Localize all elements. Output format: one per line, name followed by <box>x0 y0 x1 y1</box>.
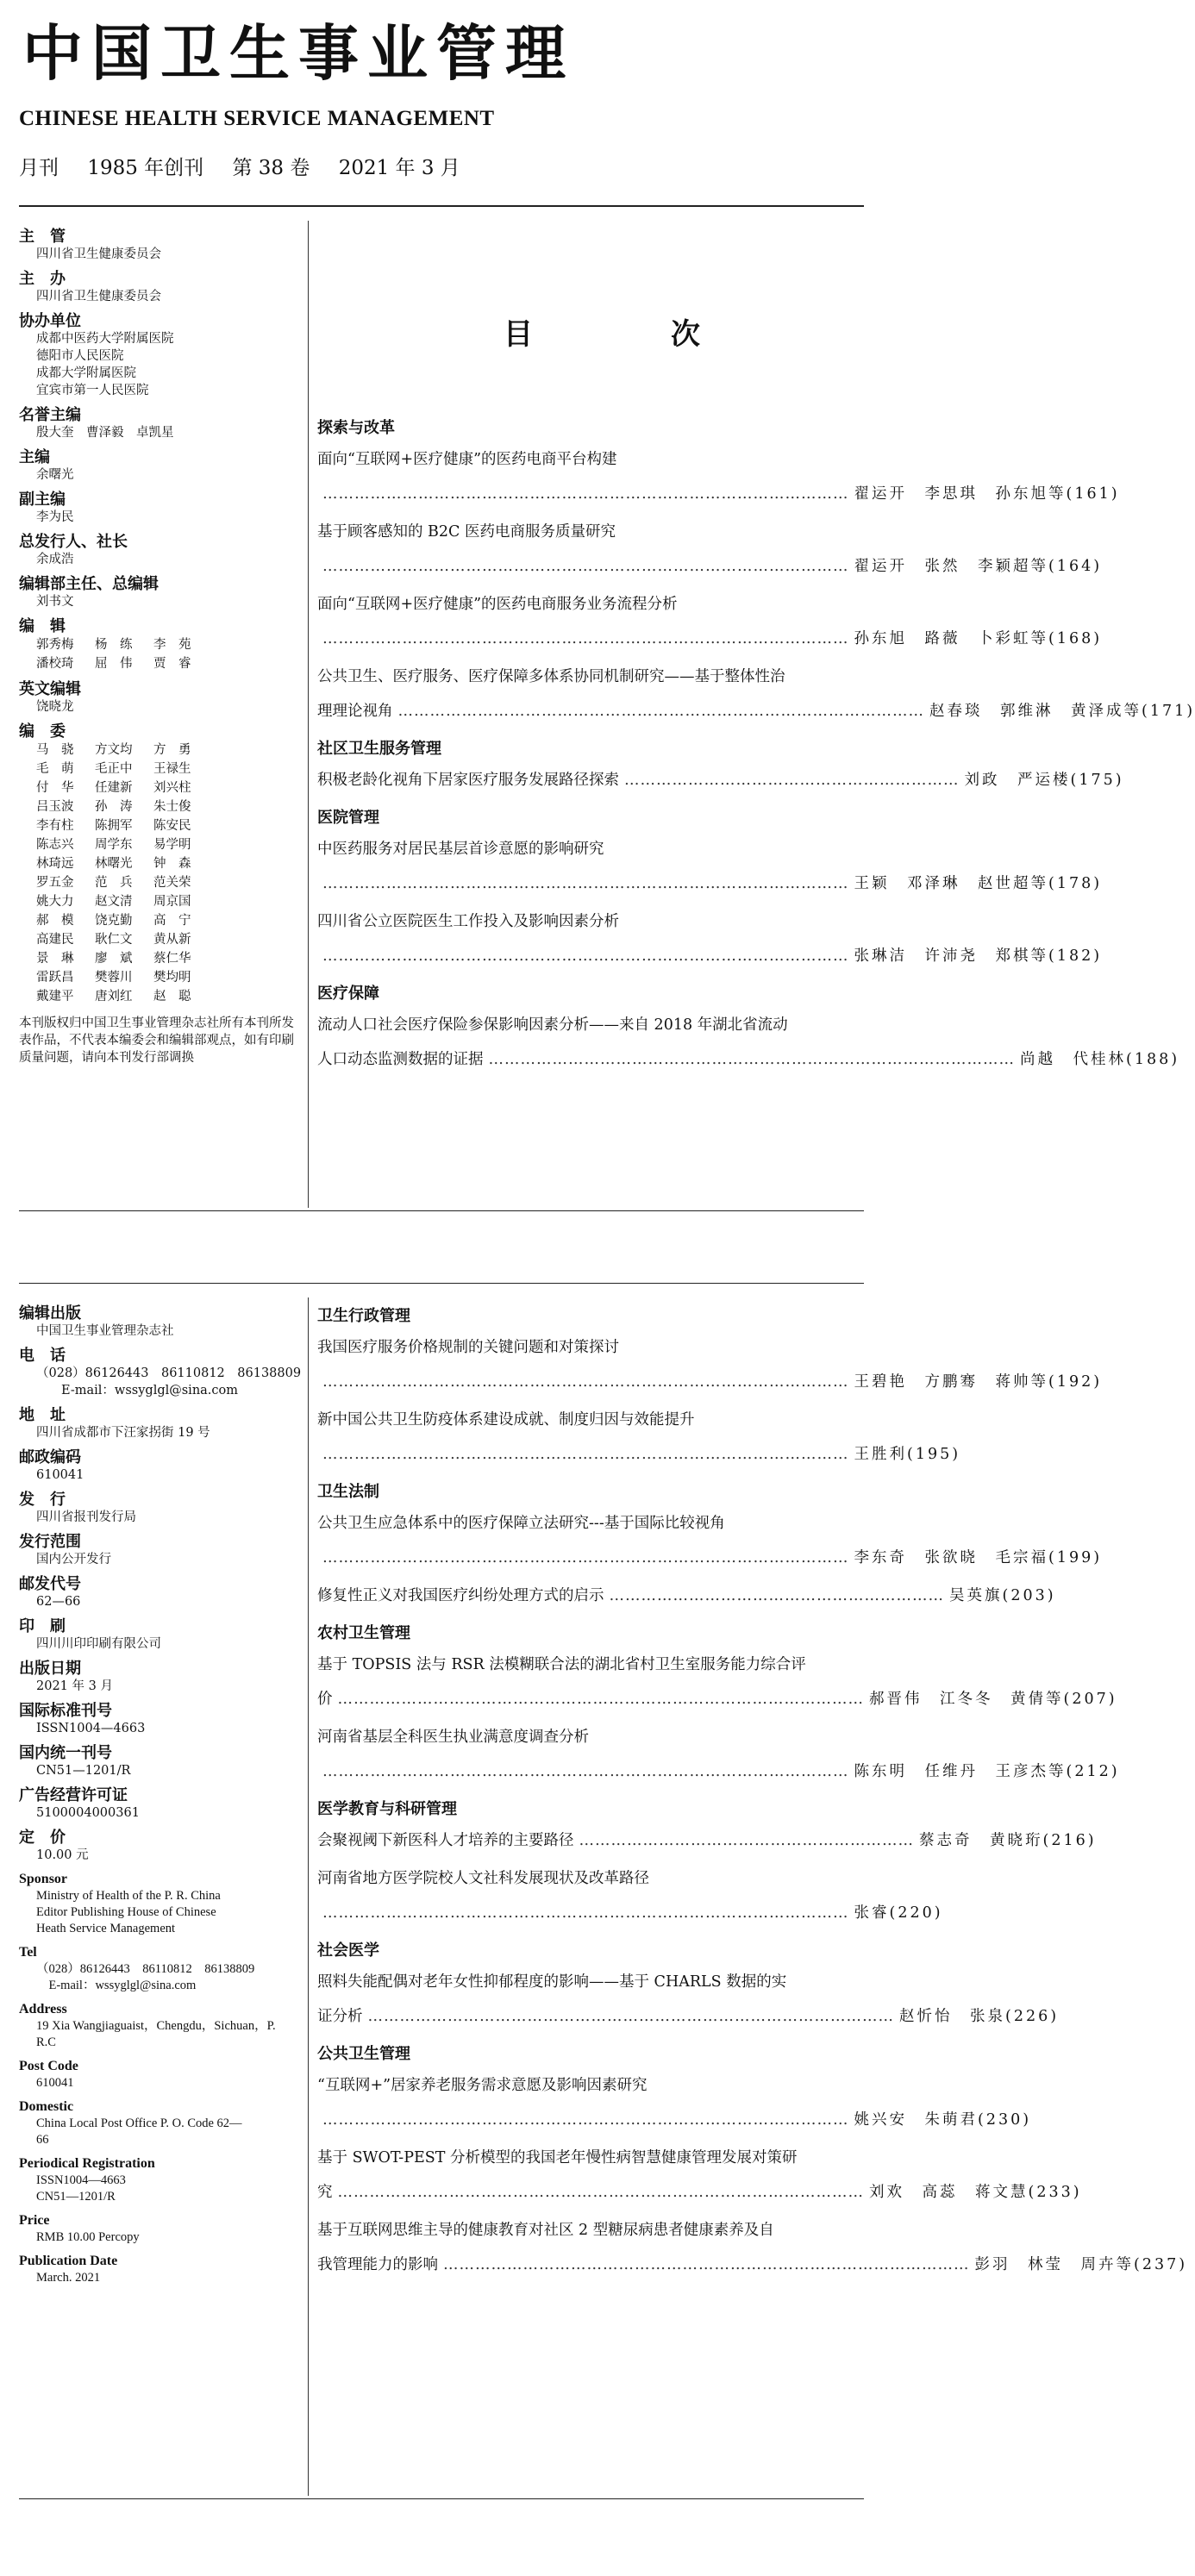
article-title: 面向“互联网+医疗健康”的医药电商服务业务流程分析 <box>317 596 678 613</box>
label-editors: 编 辑 <box>19 617 66 635</box>
article-authors: 彭羽 林莹 周卉等(237) <box>974 2256 1188 2273</box>
committee-member: 易学明 <box>153 838 191 852</box>
article-title: 照料失能配偶对老年女性抑郁程度的影响——基于 CHARLS 数据的实 <box>317 1973 787 1991</box>
pub-label-en: Periodical Registration <box>19 2156 155 2171</box>
toc-section-heading: 卫生行政管理 <box>317 1307 410 1325</box>
issue-founded: 1985 年创刊 <box>87 157 204 179</box>
pub-label-en: Tel <box>19 1945 37 1960</box>
toc-section-heading: 医疗保障 <box>317 985 379 1003</box>
article-title: 公共卫生应急体系中的医疗保障立法研究---基于国际比较视角 <box>317 1515 725 1532</box>
toc-article[interactable] <box>317 1512 1103 1569</box>
article-authors: 陈东明 任维丹 王彦杰等(212) <box>854 1763 1120 1780</box>
article-title: 基于 TOPSIS 法与 RSR 法模糊联合法的湖北省村卫生室服务能力综合评 <box>317 1656 806 1673</box>
article-authors: 姚兴安 朱萌君(230) <box>854 2111 1032 2129</box>
article-authors: 郝晋伟 江冬冬 黄倩等(207) <box>869 1691 1117 1708</box>
issue-line <box>19 152 483 180</box>
pub-label-en: Domestic <box>19 2099 74 2114</box>
pub-value: CN51—1201/R <box>36 1764 131 1778</box>
column-separator-top <box>308 221 309 1208</box>
committee-member: 姚大力 <box>36 895 74 909</box>
article-title: “互联网+”居家养老服务需求意愿及影响因素研究 <box>317 2077 648 2094</box>
article-authors: 张琳洁 许沛尧 郑棋等(182) <box>854 947 1103 965</box>
toc-article[interactable] <box>317 448 1120 505</box>
toc-article[interactable] <box>317 521 1103 578</box>
committee-member: 樊蓉川 <box>95 971 133 985</box>
committee-member: 樊均明 <box>153 971 191 985</box>
article-authors: 翟运开 张然 李颖超等(164) <box>854 558 1103 575</box>
issue-frequency: 月刊 <box>19 157 59 179</box>
pub-value: 610041 <box>36 1468 84 1482</box>
committee-member: 郝 模 <box>36 914 74 928</box>
toc-article[interactable] <box>317 2074 1032 2131</box>
article-authors: 刘欢 高蕊 蒋文慧(233) <box>869 2184 1082 2201</box>
editor-name: 贾 睿 <box>153 657 191 671</box>
pub-value: 2021 年 3 月 <box>36 1679 113 1693</box>
pub-label-en: Price <box>19 2213 50 2228</box>
pub-label-en: Address <box>19 2002 67 2016</box>
pub-label: 地 址 <box>19 1406 66 1424</box>
article-authors: 刘政 严运楼(175) <box>964 772 1124 789</box>
leader-dots: ……………………………………………………………………………………… <box>322 875 849 892</box>
toc-bottom <box>317 1293 1188 2292</box>
editorial-board <box>19 221 302 1202</box>
co-organizer: 宜宾市第一人民医院 <box>36 384 149 397</box>
leader-dots: ……………………………………………………………………………………… <box>367 2008 894 2025</box>
article-authors: 翟运开 李思琪 孙东旭等(161) <box>854 485 1120 503</box>
committee-row <box>19 741 302 760</box>
editor-name: 李 苑 <box>153 638 191 652</box>
toc-section-heading: 医学教育与科研管理 <box>317 1800 457 1818</box>
article-authors: 李东奇 张欲晓 毛宗福(199) <box>854 1549 1103 1566</box>
leader-dots: ……………………………………………………… <box>624 772 960 789</box>
article-title: 流动人口社会医疗保险参保影响因素分析——来自 2018 年湖北省流动 <box>317 1016 788 1034</box>
toc-article[interactable] <box>317 1867 943 1924</box>
pub-label-en: Publication Date <box>19 2254 118 2268</box>
pub-value-en: 610041 <box>36 2076 74 2090</box>
article-title: 河南省地方医学院校人文社科发展现状及改革路径 <box>317 1870 649 1887</box>
committee-row <box>19 835 302 854</box>
pub-value: 四川省报刊发行局 <box>36 1510 136 1524</box>
committee-row <box>19 968 302 987</box>
toc-section-heading: 卫生法制 <box>317 1483 379 1501</box>
pub-label: 国内统一刊号 <box>19 1744 112 1762</box>
value-english-editor: 饶晓龙 <box>36 700 74 714</box>
committee-member: 周学东 <box>95 838 133 852</box>
committee-member: 范关荣 <box>153 876 191 890</box>
pub-label: 发行范围 <box>19 1533 81 1551</box>
article-title: 四川省公立医院医生工作投入及影响因素分析 <box>317 913 619 930</box>
article-title: 我国医疗服务价格规制的关键问题和对策探讨 <box>317 1339 619 1356</box>
committee-member: 陈志兴 <box>36 838 74 852</box>
committee-row <box>19 873 302 892</box>
leader-dots: ……………………………………………………………………………………… <box>397 703 924 720</box>
committee-member: 方文均 <box>95 743 133 757</box>
toc-article[interactable] <box>317 1409 961 1466</box>
article-title-cont: 证分析 <box>317 2008 363 2025</box>
committee-member: 戴建平 <box>36 990 74 1004</box>
value-honorary-editor: 殷大奎 曹泽毅 卓凯星 <box>36 426 174 440</box>
label-editorial-committee: 编 委 <box>19 722 66 741</box>
committee-member: 林琦远 <box>36 857 74 871</box>
pub-value-en: China Local Post Office P. O. Code 62— 66 <box>36 2116 242 2147</box>
toc-article[interactable] <box>317 1829 1097 1852</box>
pub-label: 电 话 <box>19 1347 66 1365</box>
committee-member: 周京国 <box>153 895 191 909</box>
committee-member: 黄从新 <box>153 933 191 947</box>
committee-member: 唐刘红 <box>95 990 133 1004</box>
leader-dots: ……………………………………………………………………………………… <box>322 1549 849 1566</box>
committee-member: 高 宁 <box>153 914 191 928</box>
issue-date: 2021 年 3 月 <box>338 157 460 179</box>
toc-section-heading: 医院管理 <box>317 809 379 827</box>
article-authors: 赵忻怡 张泉(226) <box>899 2008 1060 2025</box>
pub-value-en: ISSN1004—4663 CN51—1201/R <box>36 2173 126 2204</box>
journal-title-en: CHINESE HEALTH SERVICE MANAGEMENT <box>19 107 495 130</box>
article-authors: 吴英旗(203) <box>949 1587 1056 1604</box>
leader-dots: ……………………………………………………… <box>609 1587 944 1604</box>
committee-member: 钟 森 <box>153 857 191 871</box>
article-authors: 尚越 代桂林(188) <box>1020 1051 1180 1068</box>
committee-member: 付 华 <box>36 781 74 795</box>
toc-article[interactable] <box>317 1014 1180 1071</box>
article-authors: 张睿(220) <box>854 1904 943 1922</box>
pub-label: 广告经营许可证 <box>19 1786 128 1804</box>
committee-member: 蔡仁华 <box>153 952 191 966</box>
article-title: 中医药服务对居民基层首诊意愿的影响研究 <box>317 841 604 858</box>
co-organizer: 成都大学附属医院 <box>36 366 136 380</box>
toc-section-heading: 社会医学 <box>317 1941 379 1960</box>
article-authors: 王颖 邓泽琳 赵世超等(178) <box>854 875 1103 892</box>
label-editorial-director: 编辑部主任、总编辑 <box>19 575 159 593</box>
leader-dots: ……………………………………………………………………………………… <box>322 1373 849 1391</box>
publishing-info <box>19 1297 302 2487</box>
committee-row <box>19 911 302 930</box>
toc-article[interactable] <box>317 2219 1188 2276</box>
article-title: 新中国公共卫生防疫体系建设成就、制度归因与效能提升 <box>317 1411 695 1429</box>
committee-member: 高建民 <box>36 933 74 947</box>
pub-value-en: 19 Xia Wangjiaguaist，Chengdu，Sichuan，P. R.C <box>36 2019 276 2049</box>
pub-value-en: RMB 10.00 Percopy <box>36 2230 140 2244</box>
committee-member: 景 琳 <box>36 952 74 966</box>
article-title-cont: 我管理能力的影响 <box>317 2256 438 2273</box>
committee-row <box>19 816 302 835</box>
toc-article[interactable] <box>317 1971 1060 2028</box>
committee-member: 雷跃昌 <box>36 971 74 985</box>
value-editorial-director: 刘书文 <box>36 595 74 609</box>
committee-row <box>19 760 302 778</box>
pub-label: 国际标准刊号 <box>19 1702 112 1720</box>
committee-member: 耿仁文 <box>95 933 133 947</box>
leader-dots: ……………………………………………………………………………………… <box>322 947 849 965</box>
article-title: 基于 SWOT-PEST 分析模型的我国老年慢性病智慧健康管理发展对策研 <box>317 2149 798 2166</box>
committee-member: 朱士俊 <box>153 800 191 814</box>
editor-name: 杨 练 <box>95 638 133 652</box>
committee-member: 孙 涛 <box>95 800 133 814</box>
editors-row <box>19 635 302 654</box>
label-publisher: 总发行人、社长 <box>19 533 128 551</box>
article-title: 公共卫生、医疗服务、医疗保障多体系协同机制研究——基于整体性治 <box>317 668 785 685</box>
co-organizer: 德阳市人民医院 <box>36 349 124 363</box>
pub-label: 发 行 <box>19 1491 66 1509</box>
committee-member: 赵文清 <box>95 895 133 909</box>
toc-section-heading: 探索与改革 <box>317 419 395 437</box>
pub-label: 邮政编码 <box>19 1448 81 1466</box>
committee-row <box>19 892 302 911</box>
committee-member: 吕玉波 <box>36 800 74 814</box>
leader-dots: ……………………………………………………………………………………… <box>322 630 849 647</box>
middle-rule-2 <box>19 1283 864 1284</box>
editor-name: 屈 伟 <box>95 657 133 671</box>
article-title: 河南省基层全科医生执业满意度调查分析 <box>317 1729 589 1746</box>
pub-value-en: March. 2021 <box>36 2271 101 2285</box>
committee-member: 饶克勤 <box>95 914 133 928</box>
committee-member: 陈拥军 <box>95 819 133 833</box>
article-authors: 蔡志奇 黄晓珩(216) <box>919 1832 1097 1849</box>
issue-volume: 第 38 卷 <box>232 157 310 179</box>
article-title-cont: 究 <box>317 2184 333 2201</box>
label-sponsor: 主 办 <box>19 270 66 288</box>
committee-member: 马 骁 <box>36 743 74 757</box>
label-deputy-editor: 副主编 <box>19 491 66 509</box>
value-publisher: 余成浩 <box>36 553 74 566</box>
leader-dots: ……………………………………………………………………………………… <box>337 1691 864 1708</box>
leader-dots: ……………………………………………………………………………………… <box>337 2184 864 2201</box>
pub-label: 定 价 <box>19 1829 66 1847</box>
committee-row <box>19 778 302 797</box>
label-english-editor: 英文编辑 <box>19 680 81 698</box>
article-title: 积极老龄化视角下居家医疗服务发展路径探索 <box>317 772 619 789</box>
article-authors: 王碧艳 方鹏骞 蒋帅等(192) <box>854 1373 1103 1391</box>
toc-article[interactable] <box>317 1654 1117 1710</box>
editor-name: 郭秀梅 <box>36 638 74 652</box>
pub-label: 编辑出版 <box>19 1304 81 1322</box>
committee-member: 林曙光 <box>95 857 133 871</box>
toc-article[interactable] <box>317 2147 1082 2204</box>
leader-dots: ……………………………………………………………………………………… <box>322 1904 849 1922</box>
pub-label-en: Sponsor <box>19 1872 68 1886</box>
pub-value: 四川川印印刷有限公司 <box>36 1637 161 1651</box>
leader-dots: ……………………………………………………………………………………… <box>488 1051 1015 1068</box>
pub-value: 中国卫生事业管理杂志社 <box>36 1324 174 1338</box>
committee-member: 范 兵 <box>95 876 133 890</box>
article-title-cont: 价 <box>317 1691 333 1708</box>
committee-row <box>19 854 302 873</box>
committee-member: 任建新 <box>95 781 133 795</box>
pub-label: 印 刷 <box>19 1617 66 1635</box>
editors-row <box>19 654 302 673</box>
article-title-cont: 理理论视角 <box>317 703 393 720</box>
toc-article[interactable] <box>317 1336 1103 1393</box>
pub-value: 国内公开发行 <box>36 1553 111 1566</box>
article-title: 面向“互联网+医疗健康”的医药电商平台构建 <box>317 451 617 468</box>
committee-member: 方 勇 <box>153 743 191 757</box>
label-supervisor: 主 管 <box>19 228 66 246</box>
pub-label: 出版日期 <box>19 1660 81 1678</box>
article-authors: 王胜利(195) <box>854 1446 961 1463</box>
pub-value: ISSN1004—4663 <box>36 1722 146 1735</box>
pub-value: （028）86126443 86110812 86138809 E-mail：wssyglgl@sina.com <box>36 1366 302 1397</box>
co-organizer: 成都中医药大学附属医院 <box>36 332 174 346</box>
article-title: 修复性正义对我国医疗纠纷处理方式的启示 <box>317 1587 604 1604</box>
article-authors: 赵春琰 郭维淋 黄泽成等(171) <box>929 703 1195 720</box>
label-co-organizers: 协办单位 <box>19 312 81 330</box>
committee-member: 毛正中 <box>95 762 133 776</box>
value-sponsor: 四川省卫生健康委员会 <box>36 290 161 303</box>
toc-section-heading: 社区卫生服务管理 <box>317 740 441 758</box>
pub-value: 62—66 <box>36 1595 81 1609</box>
value-deputy-editor: 李为民 <box>36 510 74 524</box>
toc-section-heading: 农村卫生管理 <box>317 1624 410 1642</box>
committee-row <box>19 949 302 968</box>
pub-value: 5100004000361 <box>36 1806 140 1820</box>
committee-member: 刘兴柱 <box>153 781 191 795</box>
pub-value: 四川省成都市下汪家拐街 19 号 <box>36 1426 210 1440</box>
leader-dots: ……………………………………………………………………………………… <box>322 558 849 575</box>
publishing-info-en <box>19 1871 302 2286</box>
committee-member: 李有柱 <box>36 819 74 833</box>
committee-row <box>19 930 302 949</box>
pub-label: 邮发代号 <box>19 1575 81 1593</box>
leader-dots: ……………………………………………………………………………………… <box>322 2111 849 2129</box>
toc-article[interactable] <box>317 593 1103 650</box>
toc-title: 目次 <box>504 317 838 352</box>
column-separator-bottom <box>308 1297 309 2496</box>
toc-article[interactable] <box>317 910 1103 967</box>
toc-article[interactable] <box>317 838 1103 895</box>
pub-value-en: Ministry of Health of the P. R. China Editor Publishing House of Chinese Heath Service Management <box>36 1889 221 1935</box>
leader-dots: ……………………………………………………………………………………… <box>322 485 849 503</box>
masthead <box>19 0 864 179</box>
leader-dots: ……………………………………………………………………………………… <box>322 1446 849 1463</box>
journal-title-cn: 中国卫生事业管理 <box>22 18 574 89</box>
article-title: 基于顾客感知的 B2C 医药电商服务质量研究 <box>317 523 616 541</box>
committee-member: 毛 萌 <box>36 762 74 776</box>
committee-member: 陈安民 <box>153 819 191 833</box>
publishing-info-cn <box>19 1304 302 1864</box>
pub-value: 10.00 元 <box>36 1848 89 1862</box>
committee-member: 王禄生 <box>153 762 191 776</box>
toc-section-heading: 公共卫生管理 <box>317 2045 410 2063</box>
toc-article[interactable] <box>317 1726 1120 1783</box>
copyright-note: 本刊版权归中国卫生事业管理杂志社所有本刊所发表作品，不代表本编委会和编辑部观点，如有印刷质量问题，请向本刊发行部调换 <box>19 1016 294 1065</box>
leader-dots: ……………………………………………………………………………………… <box>443 2256 970 2273</box>
article-title: 会聚视阈下新医科人才培养的主要路径 <box>317 1832 574 1849</box>
committee-row <box>19 797 302 816</box>
committee-row <box>19 987 302 1006</box>
article-title: 基于互联网思维主导的健康教育对社区 2 型糖尿病患者健康素养及自 <box>317 2222 774 2239</box>
committee-member: 罗五金 <box>36 876 74 890</box>
article-title-cont: 人口动态监测数据的证据 <box>317 1051 484 1068</box>
pub-value-en: （028）86126443 86110812 86138809 E-mail：wssyglgl@sina.com <box>36 1962 255 1992</box>
label-editor-in-chief: 主编 <box>19 448 50 466</box>
bottom-rule <box>19 2498 864 2499</box>
toc-top <box>317 405 1195 1086</box>
toc-article[interactable] <box>317 666 1195 722</box>
toc-article[interactable] <box>317 1585 1056 1607</box>
middle-rule <box>19 1210 864 1211</box>
value-editor-in-chief: 余曙光 <box>36 468 74 482</box>
leader-dots: ……………………………………………………………………………………… <box>322 1763 849 1780</box>
toc-article[interactable] <box>317 769 1124 791</box>
label-honorary-editor: 名誉主编 <box>19 406 81 424</box>
top-rule <box>19 205 864 207</box>
committee-member: 廖 斌 <box>95 952 133 966</box>
leader-dots: ……………………………………………………… <box>579 1832 914 1849</box>
pub-label-en: Post Code <box>19 2059 78 2073</box>
article-authors: 孙东旭 路薇 卜彩虹等(168) <box>854 630 1103 647</box>
editor-name: 潘校琦 <box>36 657 74 671</box>
value-supervisor: 四川省卫生健康委员会 <box>36 247 161 261</box>
editorial-committee-list <box>19 741 302 1006</box>
committee-member: 赵 聪 <box>153 990 191 1004</box>
